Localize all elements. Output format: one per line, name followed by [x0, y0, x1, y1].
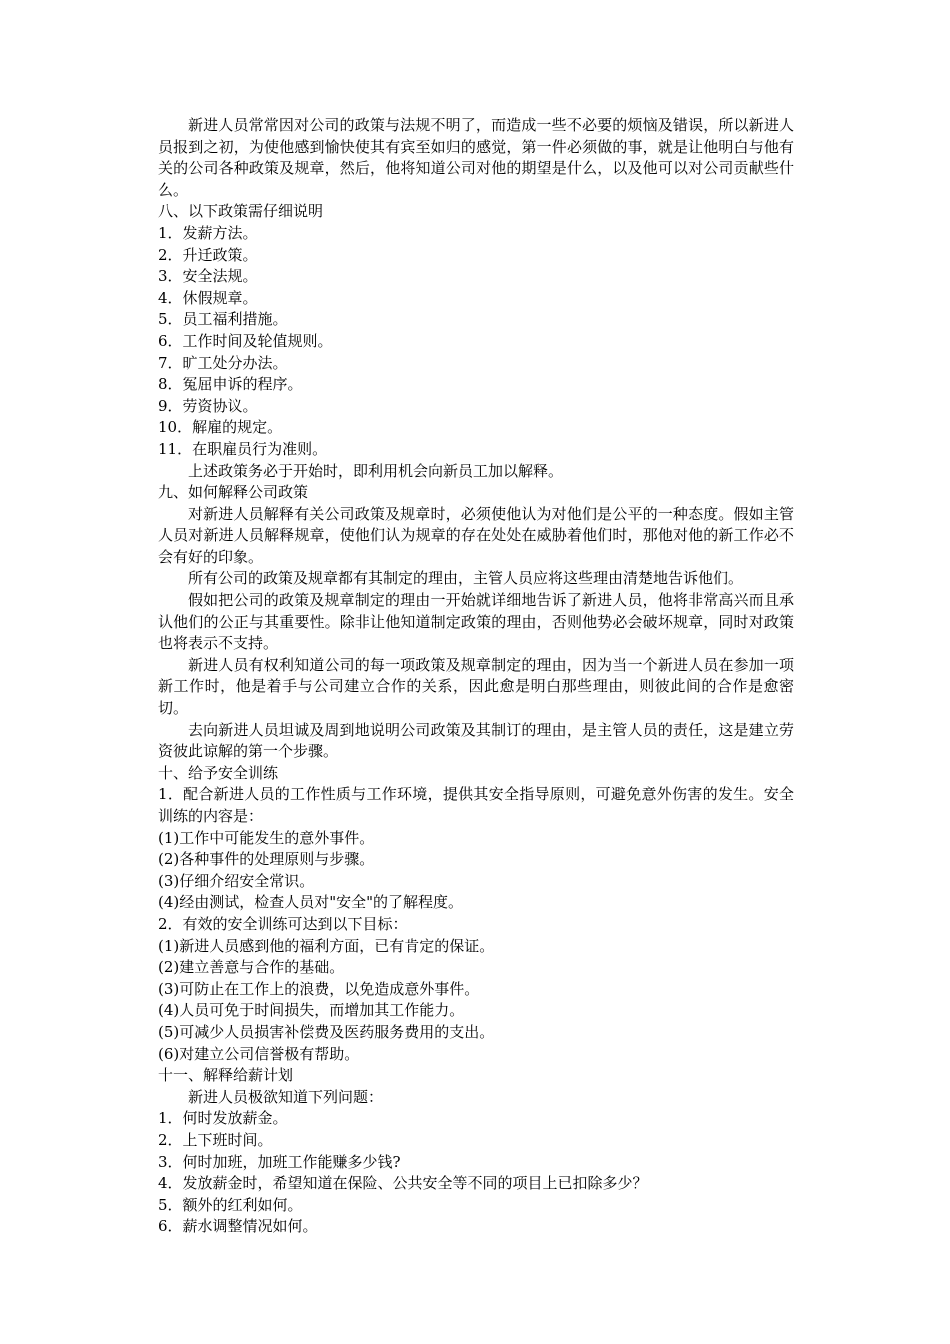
list-item: 4．休假规章。 [158, 288, 258, 307]
document-page [158, 115, 794, 1238]
list-item: 3．何时加班，加班工作能赚多少钱? [158, 1152, 401, 1171]
list-item: 3．安全法规。 [158, 267, 258, 286]
list-item: (5)可减少人员损害补偿费及医药服务费用的支出。 [158, 1022, 495, 1041]
section-heading-9: 九、如何解释公司政策 [158, 483, 309, 502]
list-item: 5．员工福利措施。 [158, 310, 288, 329]
list-item: (3)仔细介绍安全常识。 [158, 871, 315, 890]
list-item: (3)可防止在工作上的浪费，以免造成意外事件。 [158, 979, 480, 998]
section-heading-8: 八、以下政策需仔细说明 [158, 202, 324, 221]
list-item: 2．上下班时间。 [158, 1130, 273, 1149]
body-paragraph: 所有公司的政策及规章都有其制定的理由，主管人员应将这些理由清楚地告诉他们。 [188, 569, 744, 588]
body-paragraph: 假如把公司的政策及规章制定的理由一开始就详细地告诉了新进人员，他将非常高兴而且承认他们的公正与其重要性。除非让他知道制定政策的理由，否则他势必会破坏规章，同时对政策也将表示不支持。 [158, 591, 794, 653]
list-item: 5．额外的红利如何。 [158, 1195, 303, 1214]
list-item: 6．薪水调整情况如何。 [158, 1217, 318, 1236]
list-item: (4)经由测试，检查人员对"安全"的了解程度。 [158, 893, 464, 912]
list-item: (4)人员可免于时间损失，而增加其工作能力。 [158, 1001, 465, 1020]
section10-point-2: 2．有效的安全训练可达到以下目标： [158, 914, 408, 933]
list-item: 8．冤屈申诉的程序。 [158, 375, 303, 394]
list-item: (6)对建立公司信誉极有帮助。 [158, 1044, 360, 1063]
intro-paragraph: 新进人员常常因对公司的政策与法规不明了，而造成一些不必要的烦恼及错误，所以新进人员报到之初，为使他感到愉快使其有宾至如归的感觉，第一件必须做的事，就是让他明白与他有关的公司各种政策及规章，然后，他将知道公司对他的期望是什么，以及他可以对公司贡献些什么。 [158, 116, 794, 199]
list-item: 6．工作时间及轮值规则。 [158, 331, 333, 350]
list-item: (2)建立善意与合作的基础。 [158, 958, 345, 977]
section-heading-11: 十一、解释给薪计划 [158, 1066, 294, 1085]
body-paragraph: 去向新进人员坦诚及周到地说明公司政策及其制订的理由，是主管人员的责任，这是建立劳资彼此谅解的第一个步骤。 [158, 720, 794, 761]
section-heading-10: 十、给予安全训练 [158, 763, 279, 782]
body-paragraph: 新进人员有权利知道公司的每一项政策及规章制定的理由，因为当一个新进人员在参加一项新工作时，他是着手与公司建立合作的关系，因此愈是明白那些理由，则彼此间的合作是愈密切。 [158, 655, 794, 718]
list-item: 9．劳资协议。 [158, 396, 258, 415]
section8-closing: 上述政策务必于开始时，即利用机会向新员工加以解释。 [188, 461, 564, 480]
list-item: (2)各种事件的处理原则与步骤。 [158, 850, 375, 869]
body-paragraph: 对新进人员解释有关公司政策及规章时，必须使他认为对他们是公平的一种态度。假如主管人员对新进人员解释规章，使他们认为规章的存在处处在威胁着他们时，那他对他的新工作必不会有好的印象。 [158, 504, 794, 566]
list-item: (1)新进人员感到他的福利方面，已有肯定的保证。 [158, 936, 495, 955]
section10-point-1: 1．配合新进人员的工作性质与工作环境，提供其安全指导原则，可避免意外伤害的发生。安全训练的内容是： [158, 785, 794, 825]
list-item: (1)工作中可能发生的意外事件。 [158, 828, 375, 847]
list-item: 1．发薪方法。 [158, 223, 258, 242]
list-item: 1．何时发放薪金。 [158, 1109, 288, 1128]
list-item: 7．旷工处分办法。 [158, 353, 288, 372]
list-item: 11．在职雇员行为准则。 [158, 439, 328, 458]
list-item: 4．发放薪金时，希望知道在保险、公共安全等不同的项目上已扣除多少？ [158, 1174, 648, 1193]
list-item: 2．升迁政策。 [158, 245, 258, 264]
list-item: 10．解雇的规定。 [158, 418, 283, 437]
section11-intro: 新进人员极欲知道下列问题： [188, 1087, 384, 1106]
